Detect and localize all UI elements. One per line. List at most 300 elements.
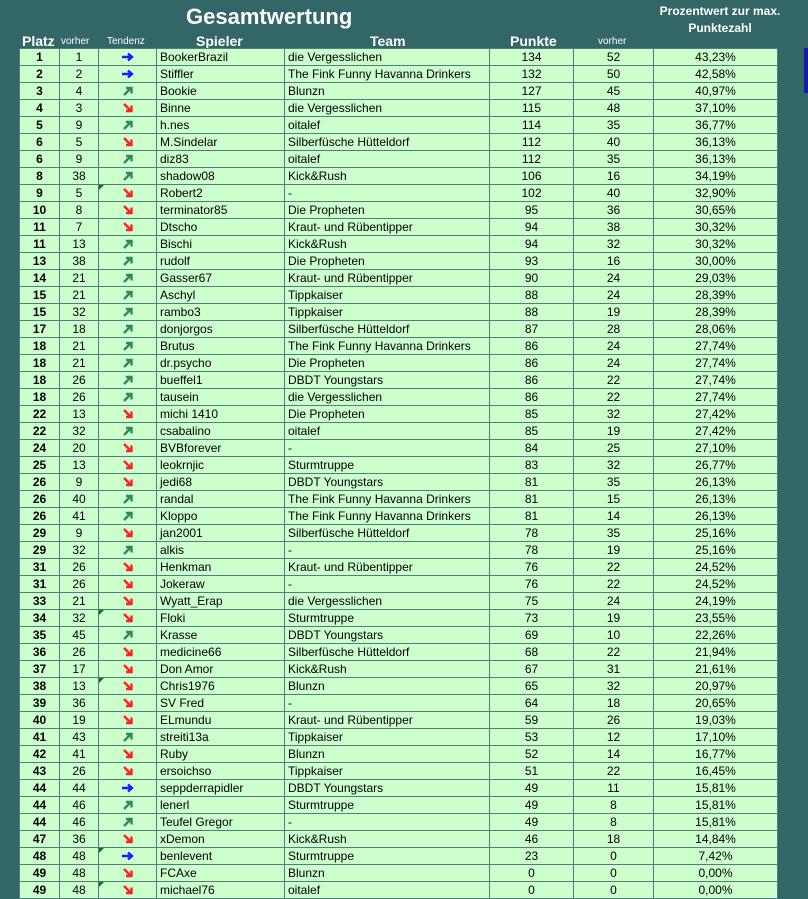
previous-points-cell[interactable]: 32 bbox=[574, 678, 654, 695]
previous-rank-cell[interactable]: 21 bbox=[60, 355, 99, 372]
rank-cell[interactable]: 47 bbox=[20, 831, 60, 848]
percentage-cell[interactable]: 26,13% bbox=[654, 508, 778, 525]
points-cell[interactable]: 69 bbox=[490, 627, 574, 644]
percentage-cell[interactable]: 20,97% bbox=[654, 678, 778, 695]
previous-rank-cell[interactable]: 21 bbox=[60, 287, 99, 304]
team-cell[interactable]: - bbox=[285, 542, 490, 559]
percentage-cell[interactable]: 16,77% bbox=[654, 746, 778, 763]
player-name-cell[interactable]: michael76 bbox=[157, 882, 285, 899]
rank-cell[interactable]: 44 bbox=[20, 797, 60, 814]
previous-points-cell[interactable]: 40 bbox=[574, 134, 654, 151]
trend-cell[interactable] bbox=[99, 219, 157, 236]
points-cell[interactable]: 134 bbox=[490, 49, 574, 66]
trend-cell[interactable] bbox=[99, 525, 157, 542]
team-cell[interactable]: Tippkaiser bbox=[285, 304, 490, 321]
previous-rank-cell[interactable]: 32 bbox=[60, 304, 99, 321]
team-cell[interactable]: - bbox=[285, 576, 490, 593]
player-name-cell[interactable]: csabalino bbox=[157, 423, 285, 440]
team-cell[interactable]: Sturmtruppe bbox=[285, 610, 490, 627]
rank-cell[interactable]: 18 bbox=[20, 372, 60, 389]
player-name-cell[interactable]: M.Sindelar bbox=[157, 134, 285, 151]
previous-rank-cell[interactable]: 1 bbox=[60, 49, 99, 66]
points-cell[interactable]: 78 bbox=[490, 542, 574, 559]
team-cell[interactable]: die Vergesslichen bbox=[285, 49, 490, 66]
rank-cell[interactable]: 35 bbox=[20, 627, 60, 644]
previous-rank-cell[interactable]: 26 bbox=[60, 576, 99, 593]
percentage-cell[interactable]: 15,81% bbox=[654, 797, 778, 814]
player-name-cell[interactable]: shadow08 bbox=[157, 168, 285, 185]
rank-cell[interactable]: 26 bbox=[20, 474, 60, 491]
points-cell[interactable]: 49 bbox=[490, 814, 574, 831]
percentage-cell[interactable]: 26,13% bbox=[654, 474, 778, 491]
rank-cell[interactable]: 3 bbox=[20, 83, 60, 100]
rank-cell[interactable]: 39 bbox=[20, 695, 60, 712]
previous-rank-cell[interactable]: 8 bbox=[60, 202, 99, 219]
trend-cell[interactable] bbox=[99, 865, 157, 882]
team-cell[interactable]: Kraut- und Rübentipper bbox=[285, 219, 490, 236]
previous-rank-cell[interactable]: 5 bbox=[60, 185, 99, 202]
percentage-cell[interactable]: 0,00% bbox=[654, 882, 778, 899]
percentage-cell[interactable]: 14,84% bbox=[654, 831, 778, 848]
previous-rank-cell[interactable]: 40 bbox=[60, 491, 99, 508]
previous-rank-cell[interactable]: 13 bbox=[60, 457, 99, 474]
player-name-cell[interactable]: rambo3 bbox=[157, 304, 285, 321]
points-cell[interactable]: 68 bbox=[490, 644, 574, 661]
player-name-cell[interactable]: jedi68 bbox=[157, 474, 285, 491]
points-cell[interactable]: 86 bbox=[490, 355, 574, 372]
rank-cell[interactable]: 22 bbox=[20, 423, 60, 440]
player-name-cell[interactable]: Stiffler bbox=[157, 66, 285, 83]
rank-cell[interactable]: 34 bbox=[20, 610, 60, 627]
rank-cell[interactable]: 18 bbox=[20, 389, 60, 406]
previous-points-cell[interactable]: 16 bbox=[574, 253, 654, 270]
team-cell[interactable]: Sturmtruppe bbox=[285, 848, 490, 865]
points-cell[interactable]: 87 bbox=[490, 321, 574, 338]
rank-cell[interactable]: 11 bbox=[20, 236, 60, 253]
player-name-cell[interactable]: h.nes bbox=[157, 117, 285, 134]
previous-points-cell[interactable]: 28 bbox=[574, 321, 654, 338]
points-cell[interactable]: 75 bbox=[490, 593, 574, 610]
team-cell[interactable]: Blunzn bbox=[285, 865, 490, 882]
previous-points-cell[interactable]: 19 bbox=[574, 304, 654, 321]
rank-cell[interactable]: 22 bbox=[20, 406, 60, 423]
percentage-cell[interactable]: 21,61% bbox=[654, 661, 778, 678]
previous-rank-cell[interactable]: 9 bbox=[60, 151, 99, 168]
percentage-cell[interactable]: 37,10% bbox=[654, 100, 778, 117]
points-cell[interactable]: 93 bbox=[490, 253, 574, 270]
percentage-cell[interactable]: 27,74% bbox=[654, 338, 778, 355]
team-cell[interactable]: Die Propheten bbox=[285, 202, 490, 219]
percentage-cell[interactable]: 30,32% bbox=[654, 236, 778, 253]
trend-cell[interactable] bbox=[99, 270, 157, 287]
previous-rank-cell[interactable]: 13 bbox=[60, 406, 99, 423]
previous-rank-cell[interactable]: 21 bbox=[60, 270, 99, 287]
player-name-cell[interactable]: benlevent bbox=[157, 848, 285, 865]
team-cell[interactable]: Tippkaiser bbox=[285, 729, 490, 746]
percentage-cell[interactable]: 24,19% bbox=[654, 593, 778, 610]
rank-cell[interactable]: 44 bbox=[20, 814, 60, 831]
team-cell[interactable]: The Fink Funny Havanna Drinkers bbox=[285, 66, 490, 83]
trend-cell[interactable] bbox=[99, 134, 157, 151]
rank-cell[interactable]: 33 bbox=[20, 593, 60, 610]
player-name-cell[interactable]: rudolf bbox=[157, 253, 285, 270]
team-cell[interactable]: The Fink Funny Havanna Drinkers bbox=[285, 338, 490, 355]
previous-points-cell[interactable]: 36 bbox=[574, 202, 654, 219]
team-cell[interactable]: Kraut- und Rübentipper bbox=[285, 712, 490, 729]
player-name-cell[interactable]: Ruby bbox=[157, 746, 285, 763]
previous-points-cell[interactable]: 22 bbox=[574, 389, 654, 406]
previous-rank-cell[interactable]: 36 bbox=[60, 695, 99, 712]
previous-rank-cell[interactable]: 48 bbox=[60, 865, 99, 882]
previous-points-cell[interactable]: 24 bbox=[574, 287, 654, 304]
previous-points-cell[interactable]: 45 bbox=[574, 83, 654, 100]
previous-rank-cell[interactable]: 43 bbox=[60, 729, 99, 746]
percentage-cell[interactable]: 23,55% bbox=[654, 610, 778, 627]
previous-rank-cell[interactable]: 21 bbox=[60, 338, 99, 355]
player-name-cell[interactable]: Teufel Gregor bbox=[157, 814, 285, 831]
points-cell[interactable]: 0 bbox=[490, 865, 574, 882]
percentage-cell[interactable]: 27,42% bbox=[654, 406, 778, 423]
trend-cell[interactable] bbox=[99, 406, 157, 423]
percentage-cell[interactable]: 43,23% bbox=[654, 49, 778, 66]
previous-rank-cell[interactable]: 4 bbox=[60, 83, 99, 100]
team-cell[interactable]: Die Propheten bbox=[285, 253, 490, 270]
player-name-cell[interactable]: Dtscho bbox=[157, 219, 285, 236]
team-cell[interactable]: Silberfüsche Hütteldorf bbox=[285, 321, 490, 338]
trend-cell[interactable] bbox=[99, 712, 157, 729]
scrollbar-edge[interactable] bbox=[804, 48, 808, 93]
points-cell[interactable]: 76 bbox=[490, 576, 574, 593]
trend-cell[interactable] bbox=[99, 168, 157, 185]
percentage-cell[interactable]: 25,16% bbox=[654, 542, 778, 559]
previous-rank-cell[interactable]: 41 bbox=[60, 746, 99, 763]
player-name-cell[interactable]: FCAxe bbox=[157, 865, 285, 882]
team-cell[interactable]: Kraut- und Rübentipper bbox=[285, 270, 490, 287]
player-name-cell[interactable]: Floki bbox=[157, 610, 285, 627]
team-cell[interactable]: Silberfüsche Hütteldorf bbox=[285, 525, 490, 542]
trend-cell[interactable] bbox=[99, 185, 157, 202]
points-cell[interactable]: 51 bbox=[490, 763, 574, 780]
trend-cell[interactable] bbox=[99, 423, 157, 440]
previous-rank-cell[interactable]: 26 bbox=[60, 389, 99, 406]
rank-cell[interactable]: 18 bbox=[20, 338, 60, 355]
percentage-cell[interactable]: 0,00% bbox=[654, 865, 778, 882]
percentage-cell[interactable]: 34,19% bbox=[654, 168, 778, 185]
rank-cell[interactable]: 17 bbox=[20, 321, 60, 338]
previous-points-cell[interactable]: 18 bbox=[574, 695, 654, 712]
previous-rank-cell[interactable]: 38 bbox=[60, 253, 99, 270]
team-cell[interactable]: Blunzn bbox=[285, 746, 490, 763]
percentage-cell[interactable]: 42,58% bbox=[654, 66, 778, 83]
trend-cell[interactable] bbox=[99, 508, 157, 525]
trend-cell[interactable] bbox=[99, 763, 157, 780]
trend-cell[interactable] bbox=[99, 814, 157, 831]
team-cell[interactable]: Kraut- und Rübentipper bbox=[285, 559, 490, 576]
player-name-cell[interactable]: seppderrapidler bbox=[157, 780, 285, 797]
trend-cell[interactable] bbox=[99, 474, 157, 491]
previous-rank-cell[interactable]: 38 bbox=[60, 168, 99, 185]
player-name-cell[interactable]: Jokeraw bbox=[157, 576, 285, 593]
team-cell[interactable]: Sturmtruppe bbox=[285, 457, 490, 474]
percentage-cell[interactable]: 22,26% bbox=[654, 627, 778, 644]
points-cell[interactable]: 76 bbox=[490, 559, 574, 576]
trend-cell[interactable] bbox=[99, 610, 157, 627]
player-name-cell[interactable]: Henkman bbox=[157, 559, 285, 576]
previous-rank-cell[interactable]: 46 bbox=[60, 814, 99, 831]
player-name-cell[interactable]: donjorgos bbox=[157, 321, 285, 338]
previous-points-cell[interactable]: 32 bbox=[574, 236, 654, 253]
points-cell[interactable]: 90 bbox=[490, 270, 574, 287]
player-name-cell[interactable]: SV Fred bbox=[157, 695, 285, 712]
player-name-cell[interactable]: Kloppo bbox=[157, 508, 285, 525]
player-name-cell[interactable]: dr.psycho bbox=[157, 355, 285, 372]
rank-cell[interactable]: 40 bbox=[20, 712, 60, 729]
previous-rank-cell[interactable]: 26 bbox=[60, 644, 99, 661]
previous-points-cell[interactable]: 14 bbox=[574, 508, 654, 525]
player-name-cell[interactable]: jan2001 bbox=[157, 525, 285, 542]
trend-cell[interactable] bbox=[99, 287, 157, 304]
player-name-cell[interactable]: ersoichso bbox=[157, 763, 285, 780]
previous-points-cell[interactable]: 14 bbox=[574, 746, 654, 763]
points-cell[interactable]: 112 bbox=[490, 134, 574, 151]
trend-cell[interactable] bbox=[99, 253, 157, 270]
team-cell[interactable]: The Fink Funny Havanna Drinkers bbox=[285, 508, 490, 525]
percentage-cell[interactable]: 36,13% bbox=[654, 151, 778, 168]
previous-rank-cell[interactable]: 32 bbox=[60, 542, 99, 559]
trend-cell[interactable] bbox=[99, 338, 157, 355]
previous-points-cell[interactable]: 25 bbox=[574, 440, 654, 457]
rank-cell[interactable]: 11 bbox=[20, 219, 60, 236]
team-cell[interactable]: - bbox=[285, 185, 490, 202]
previous-rank-cell[interactable]: 26 bbox=[60, 372, 99, 389]
previous-points-cell[interactable]: 35 bbox=[574, 117, 654, 134]
team-cell[interactable]: DBDT Youngstars bbox=[285, 474, 490, 491]
previous-rank-cell[interactable]: 2 bbox=[60, 66, 99, 83]
trend-cell[interactable] bbox=[99, 593, 157, 610]
points-cell[interactable]: 52 bbox=[490, 746, 574, 763]
previous-points-cell[interactable]: 50 bbox=[574, 66, 654, 83]
percentage-cell[interactable]: 26,13% bbox=[654, 491, 778, 508]
player-name-cell[interactable]: ELmundu bbox=[157, 712, 285, 729]
rank-cell[interactable]: 38 bbox=[20, 678, 60, 695]
previous-points-cell[interactable]: 22 bbox=[574, 644, 654, 661]
team-cell[interactable]: oitalef bbox=[285, 117, 490, 134]
points-cell[interactable]: 81 bbox=[490, 474, 574, 491]
previous-rank-cell[interactable]: 32 bbox=[60, 610, 99, 627]
previous-rank-cell[interactable]: 7 bbox=[60, 219, 99, 236]
points-cell[interactable]: 88 bbox=[490, 304, 574, 321]
previous-points-cell[interactable]: 8 bbox=[574, 797, 654, 814]
team-cell[interactable]: Blunzn bbox=[285, 83, 490, 100]
rank-cell[interactable]: 31 bbox=[20, 576, 60, 593]
player-name-cell[interactable]: Bookie bbox=[157, 83, 285, 100]
player-name-cell[interactable]: randal bbox=[157, 491, 285, 508]
previous-points-cell[interactable]: 19 bbox=[574, 542, 654, 559]
rank-cell[interactable]: 1 bbox=[20, 49, 60, 66]
team-cell[interactable]: Kick&Rush bbox=[285, 236, 490, 253]
previous-points-cell[interactable]: 22 bbox=[574, 763, 654, 780]
previous-rank-cell[interactable]: 36 bbox=[60, 831, 99, 848]
previous-points-cell[interactable]: 38 bbox=[574, 219, 654, 236]
rank-cell[interactable]: 41 bbox=[20, 729, 60, 746]
previous-points-cell[interactable]: 19 bbox=[574, 610, 654, 627]
player-name-cell[interactable]: streiti13a bbox=[157, 729, 285, 746]
team-cell[interactable]: die Vergesslichen bbox=[285, 389, 490, 406]
rank-cell[interactable]: 29 bbox=[20, 542, 60, 559]
previous-points-cell[interactable]: 32 bbox=[574, 457, 654, 474]
team-cell[interactable]: Die Propheten bbox=[285, 406, 490, 423]
previous-points-cell[interactable]: 22 bbox=[574, 576, 654, 593]
previous-rank-cell[interactable]: 18 bbox=[60, 321, 99, 338]
trend-cell[interactable] bbox=[99, 695, 157, 712]
trend-cell[interactable] bbox=[99, 678, 157, 695]
points-cell[interactable]: 0 bbox=[490, 882, 574, 899]
trend-cell[interactable] bbox=[99, 236, 157, 253]
previous-points-cell[interactable]: 40 bbox=[574, 185, 654, 202]
player-name-cell[interactable]: Krasse bbox=[157, 627, 285, 644]
rank-cell[interactable]: 36 bbox=[20, 644, 60, 661]
points-cell[interactable]: 81 bbox=[490, 491, 574, 508]
team-cell[interactable]: Kick&Rush bbox=[285, 168, 490, 185]
rank-cell[interactable]: 49 bbox=[20, 865, 60, 882]
trend-cell[interactable] bbox=[99, 576, 157, 593]
player-name-cell[interactable]: bueffel1 bbox=[157, 372, 285, 389]
previous-rank-cell[interactable]: 48 bbox=[60, 848, 99, 865]
rank-cell[interactable]: 44 bbox=[20, 780, 60, 797]
previous-points-cell[interactable]: 11 bbox=[574, 780, 654, 797]
points-cell[interactable]: 86 bbox=[490, 338, 574, 355]
percentage-cell[interactable]: 25,16% bbox=[654, 525, 778, 542]
percentage-cell[interactable]: 16,45% bbox=[654, 763, 778, 780]
trend-cell[interactable] bbox=[99, 644, 157, 661]
rank-cell[interactable]: 24 bbox=[20, 440, 60, 457]
previous-points-cell[interactable]: 18 bbox=[574, 831, 654, 848]
percentage-cell[interactable]: 27,42% bbox=[654, 423, 778, 440]
trend-cell[interactable] bbox=[99, 355, 157, 372]
previous-points-cell[interactable]: 32 bbox=[574, 406, 654, 423]
points-cell[interactable]: 83 bbox=[490, 457, 574, 474]
rank-cell[interactable]: 48 bbox=[20, 848, 60, 865]
percentage-cell[interactable]: 26,77% bbox=[654, 457, 778, 474]
rank-cell[interactable]: 42 bbox=[20, 746, 60, 763]
previous-points-cell[interactable]: 24 bbox=[574, 338, 654, 355]
percentage-cell[interactable]: 27,74% bbox=[654, 355, 778, 372]
trend-cell[interactable] bbox=[99, 202, 157, 219]
trend-cell[interactable] bbox=[99, 661, 157, 678]
percentage-cell[interactable]: 7,42% bbox=[654, 848, 778, 865]
rank-cell[interactable]: 2 bbox=[20, 66, 60, 83]
rank-cell[interactable]: 26 bbox=[20, 508, 60, 525]
rank-cell[interactable]: 29 bbox=[20, 525, 60, 542]
percentage-cell[interactable]: 20,65% bbox=[654, 695, 778, 712]
previous-rank-cell[interactable]: 9 bbox=[60, 525, 99, 542]
team-cell[interactable]: The Fink Funny Havanna Drinkers bbox=[285, 491, 490, 508]
percentage-cell[interactable]: 15,81% bbox=[654, 780, 778, 797]
points-cell[interactable]: 46 bbox=[490, 831, 574, 848]
points-cell[interactable]: 132 bbox=[490, 66, 574, 83]
previous-points-cell[interactable]: 22 bbox=[574, 559, 654, 576]
team-cell[interactable]: Kick&Rush bbox=[285, 831, 490, 848]
previous-points-cell[interactable]: 24 bbox=[574, 593, 654, 610]
trend-cell[interactable] bbox=[99, 627, 157, 644]
points-cell[interactable]: 49 bbox=[490, 780, 574, 797]
player-name-cell[interactable]: leokrnjic bbox=[157, 457, 285, 474]
previous-points-cell[interactable]: 19 bbox=[574, 423, 654, 440]
rank-cell[interactable]: 10 bbox=[20, 202, 60, 219]
percentage-cell[interactable]: 24,52% bbox=[654, 559, 778, 576]
player-name-cell[interactable]: Robert2 bbox=[157, 185, 285, 202]
previous-rank-cell[interactable]: 45 bbox=[60, 627, 99, 644]
points-cell[interactable]: 86 bbox=[490, 372, 574, 389]
trend-cell[interactable] bbox=[99, 117, 157, 134]
trend-cell[interactable] bbox=[99, 304, 157, 321]
previous-rank-cell[interactable]: 13 bbox=[60, 236, 99, 253]
points-cell[interactable]: 115 bbox=[490, 100, 574, 117]
trend-cell[interactable] bbox=[99, 831, 157, 848]
team-cell[interactable]: oitalef bbox=[285, 151, 490, 168]
previous-rank-cell[interactable]: 32 bbox=[60, 423, 99, 440]
team-cell[interactable]: DBDT Youngstars bbox=[285, 627, 490, 644]
percentage-cell[interactable]: 28,39% bbox=[654, 287, 778, 304]
rank-cell[interactable]: 18 bbox=[20, 355, 60, 372]
trend-cell[interactable] bbox=[99, 372, 157, 389]
player-name-cell[interactable]: diz83 bbox=[157, 151, 285, 168]
player-name-cell[interactable]: lenerl bbox=[157, 797, 285, 814]
points-cell[interactable]: 23 bbox=[490, 848, 574, 865]
points-cell[interactable]: 95 bbox=[490, 202, 574, 219]
percentage-cell[interactable]: 27,10% bbox=[654, 440, 778, 457]
player-name-cell[interactable]: Gasser67 bbox=[157, 270, 285, 287]
points-cell[interactable]: 73 bbox=[490, 610, 574, 627]
trend-cell[interactable] bbox=[99, 83, 157, 100]
percentage-cell[interactable]: 21,94% bbox=[654, 644, 778, 661]
team-cell[interactable]: - bbox=[285, 695, 490, 712]
points-cell[interactable]: 86 bbox=[490, 389, 574, 406]
percentage-cell[interactable]: 36,77% bbox=[654, 117, 778, 134]
percentage-cell[interactable]: 40,97% bbox=[654, 83, 778, 100]
team-cell[interactable]: oitalef bbox=[285, 423, 490, 440]
previous-points-cell[interactable]: 12 bbox=[574, 729, 654, 746]
trend-cell[interactable] bbox=[99, 729, 157, 746]
player-name-cell[interactable]: BVBforever bbox=[157, 440, 285, 457]
trend-cell[interactable] bbox=[99, 151, 157, 168]
percentage-cell[interactable]: 17,10% bbox=[654, 729, 778, 746]
previous-points-cell[interactable]: 35 bbox=[574, 474, 654, 491]
team-cell[interactable]: die Vergesslichen bbox=[285, 593, 490, 610]
previous-rank-cell[interactable]: 13 bbox=[60, 678, 99, 695]
trend-cell[interactable] bbox=[99, 848, 157, 865]
rank-cell[interactable]: 4 bbox=[20, 100, 60, 117]
rank-cell[interactable]: 31 bbox=[20, 559, 60, 576]
percentage-cell[interactable]: 15,81% bbox=[654, 814, 778, 831]
player-name-cell[interactable]: Wyatt_Erap bbox=[157, 593, 285, 610]
team-cell[interactable]: oitalef bbox=[285, 882, 490, 899]
previous-points-cell[interactable]: 24 bbox=[574, 355, 654, 372]
percentage-cell[interactable]: 19,03% bbox=[654, 712, 778, 729]
previous-rank-cell[interactable]: 9 bbox=[60, 474, 99, 491]
points-cell[interactable]: 59 bbox=[490, 712, 574, 729]
percentage-cell[interactable]: 32,90% bbox=[654, 185, 778, 202]
rank-cell[interactable]: 5 bbox=[20, 117, 60, 134]
percentage-cell[interactable]: 30,32% bbox=[654, 219, 778, 236]
team-cell[interactable]: Kick&Rush bbox=[285, 661, 490, 678]
points-cell[interactable]: 49 bbox=[490, 797, 574, 814]
trend-cell[interactable] bbox=[99, 746, 157, 763]
previous-rank-cell[interactable]: 17 bbox=[60, 661, 99, 678]
rank-cell[interactable]: 6 bbox=[20, 134, 60, 151]
percentage-cell[interactable]: 28,06% bbox=[654, 321, 778, 338]
previous-rank-cell[interactable]: 5 bbox=[60, 134, 99, 151]
